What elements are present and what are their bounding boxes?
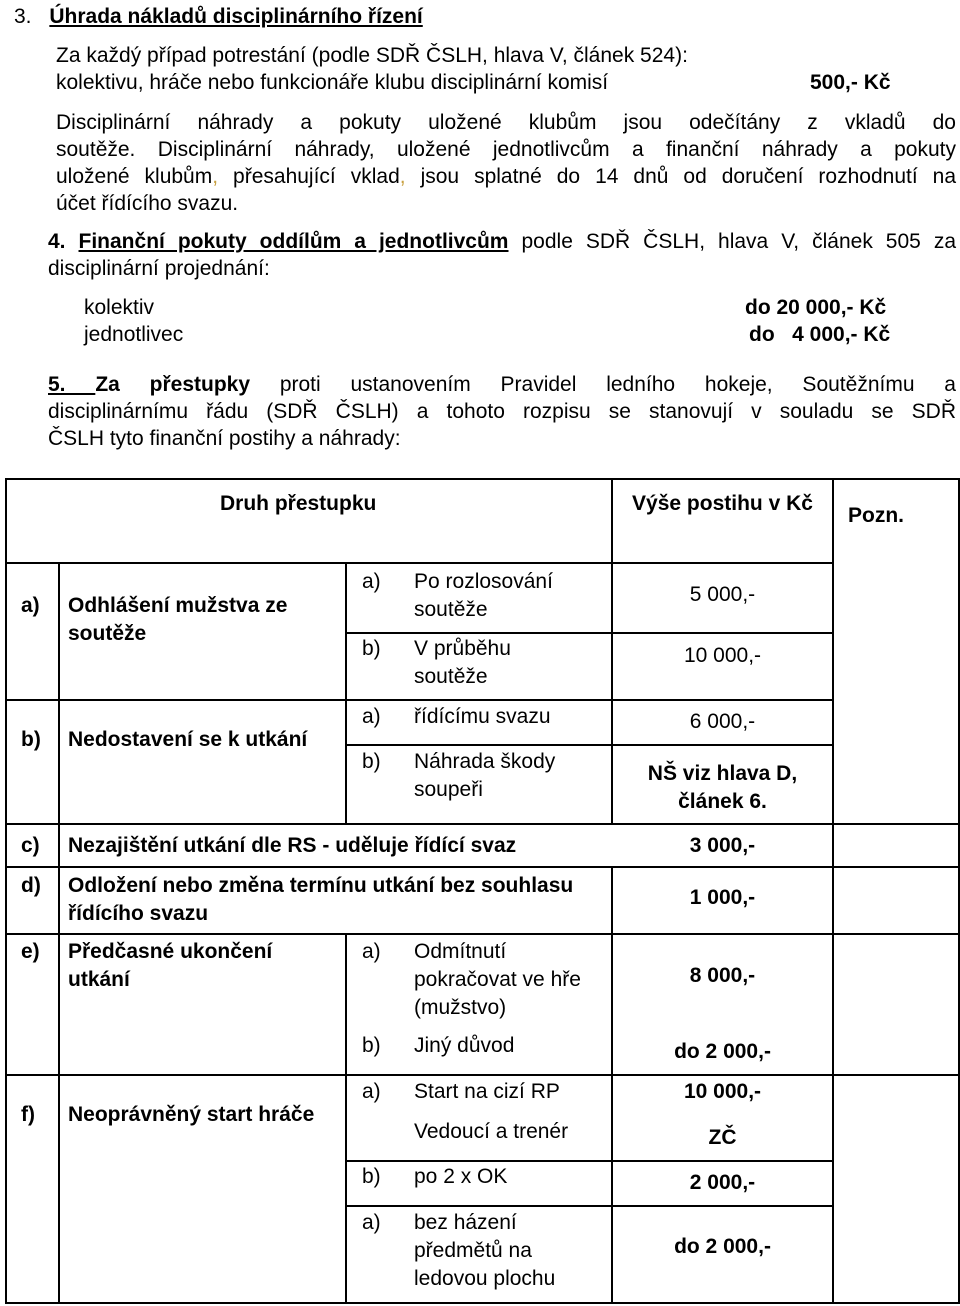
row-f-sub2-value: 2 000,- [689, 1171, 756, 1194]
row-b-sub1-letter: a) [362, 705, 381, 728]
section-5-line1 [48, 373, 956, 397]
row-d-letter: d) [21, 874, 41, 897]
section-3-fee: 500,- Kč [810, 71, 891, 94]
row-c-name: Nezajištění utkání dle RS - uděluje řídící svaz [68, 834, 517, 857]
table-border [5, 562, 832, 564]
fine-individual-value: do 4 000,- Kč [749, 323, 891, 346]
row-f-sub2-letter: b) [362, 1165, 381, 1188]
row-d-value: 1 000,- [689, 886, 756, 909]
para-line3-comma1: , [212, 165, 219, 188]
section-5-line3: ČSLH tyto finanční postihy a náhrady: [48, 427, 401, 450]
section-3-line2: kolektivu, hráče nebo funkcionáře klubu disciplinární komisí [56, 71, 609, 94]
table-border [5, 478, 7, 1304]
section-3-heading [14, 5, 423, 29]
section-4-number: 4. [48, 230, 66, 253]
row-b-sub2-text: Náhrada škody soupeři [414, 750, 556, 801]
section-3-para-line3 [56, 165, 956, 189]
header-pozn: Pozn. [848, 504, 904, 527]
row-a-sub1-value: 5 000,- [689, 583, 756, 606]
row-a-sub2-value: 10 000,- [683, 644, 762, 667]
section-5-rest: proti ustanovením Pravidel ledního hokeje, Soutěžnímu a [250, 373, 956, 396]
section-4-line2: disciplinární projednání: [48, 257, 270, 280]
row-a-sub2-text: V průběhu soutěže [414, 637, 511, 688]
row-f-letter: f) [21, 1103, 35, 1126]
row-b-sub1-text: řídícímu svazu [414, 705, 551, 728]
row-f-sub3-text: bez házení předmětů na ledovou plochu [414, 1211, 556, 1290]
row-e-sub2-letter: b) [362, 1034, 381, 1057]
section-4-line1 [48, 230, 956, 254]
row-f-sub1-text: Start na cizí RP [414, 1080, 560, 1103]
header-druh: Druh přestupku [220, 492, 377, 515]
section-5-number: 5. [48, 373, 96, 396]
table-border [5, 1074, 960, 1076]
row-f-sub1b-text: Vedoucí a trenér [414, 1120, 569, 1143]
table-border [345, 562, 347, 823]
table-border [345, 1160, 832, 1162]
row-f-sub3-letter: a) [362, 1211, 381, 1234]
row-b-sub1-value: 6 000,- [689, 710, 756, 733]
row-b-name: Nedostavení se k utkání [68, 728, 308, 751]
table-border [345, 632, 832, 634]
fine-collective-label: kolektiv [84, 296, 155, 319]
row-c-letter: c) [21, 834, 40, 857]
row-f-sub1-letter: a) [362, 1080, 381, 1103]
section-4-title: Finanční pokuty oddílům a jednotlivcům [78, 230, 509, 253]
row-f-sub3-value: do 2 000,- [674, 1235, 771, 1258]
table-border [5, 478, 960, 480]
row-f-name: Neoprávněný start hráče [68, 1103, 315, 1126]
row-a-letter: a) [21, 594, 40, 617]
section-3-para-line2: soutěže. Disciplinární náhrady, uložené jednotlivcům a finanční náhrady a pokuty [56, 138, 956, 161]
row-b-sub2-letter: b) [362, 750, 381, 773]
row-c-value: 3 000,- [689, 834, 756, 857]
section-3-title: Úhrada nákladů disciplinárního řízení [49, 5, 423, 28]
section-5-title: Za přestupky [95, 373, 251, 396]
row-b-letter: b) [21, 728, 41, 751]
section-3-para-line1: Disciplinární náhrady a pokuty uložené klubům jsou odečítány z vkladů do [56, 111, 956, 134]
row-a-sub1-text: Po rozlosování soutěže [414, 570, 553, 621]
fine-individual-label: jednotlivec [84, 323, 184, 346]
table-border [5, 699, 832, 701]
table-border [58, 562, 60, 1304]
row-e-sub1-letter: a) [362, 940, 381, 963]
section-4-rest: podle SDŘ ČSLH, hlava V, článek 505 za [508, 230, 957, 253]
section-3-line1: Za každý případ potrestání (podle SDŘ ČSLH, hlava V, článek 524): [56, 44, 688, 67]
row-f-sub1-value: 10 000,- [683, 1080, 762, 1103]
row-f-sub2-text: po 2 x OK [414, 1165, 508, 1188]
table-border [345, 1205, 832, 1207]
table-border [832, 478, 834, 1304]
table-border [5, 1302, 960, 1304]
table-border [5, 823, 960, 825]
row-a-name: Odhlášení mužstva ze soutěže [68, 594, 288, 645]
row-e-sub1-value: 8 000,- [689, 964, 756, 987]
table-border [345, 933, 347, 1304]
para-line3-part-c: jsou splatné do 14 dnů od doručení rozhodnutí na [405, 165, 956, 188]
row-f-sub1b-value: ZČ [708, 1126, 737, 1149]
row-e-sub1-text: Odmítnutí pokračovat ve hře (mužstvo) [414, 940, 581, 1019]
header-vyse: Výše postihu v Kč [632, 492, 813, 515]
row-e-sub2-value: do 2 000,- [674, 1040, 771, 1063]
table-border [345, 744, 832, 746]
row-e-letter: e) [21, 940, 40, 963]
table-border [5, 866, 960, 868]
fine-collective-value: do 20 000,- Kč [745, 296, 887, 319]
row-a-sub2-letter: b) [362, 637, 381, 660]
row-e-name: Předčasné ukončení utkání [68, 940, 273, 991]
row-a-sub1-letter: a) [362, 570, 381, 593]
section-5-line2: disciplinárnímu řádu (SDŘ ČSLH) a tohoto rozpisu se stanovují v souladu se SDŘ [48, 400, 956, 423]
row-e-sub2-text: Jiný důvod [414, 1034, 515, 1057]
para-line3-part-a: uložené klubům [56, 165, 213, 188]
section-3-para-line4: účet řídícího svazu. [56, 192, 239, 215]
row-d-name: Odložení nebo změna termínu utkání bez souhlasu řídícího svazu [68, 874, 574, 925]
para-line3-part-b: přesahující vklad [218, 165, 400, 188]
row-b-sub2-value: NŠ viz hlava D, článek 6. [647, 762, 798, 813]
table-border [5, 933, 960, 935]
para-line3-comma2: , [399, 165, 406, 188]
section-3-number: 3. [14, 5, 32, 28]
